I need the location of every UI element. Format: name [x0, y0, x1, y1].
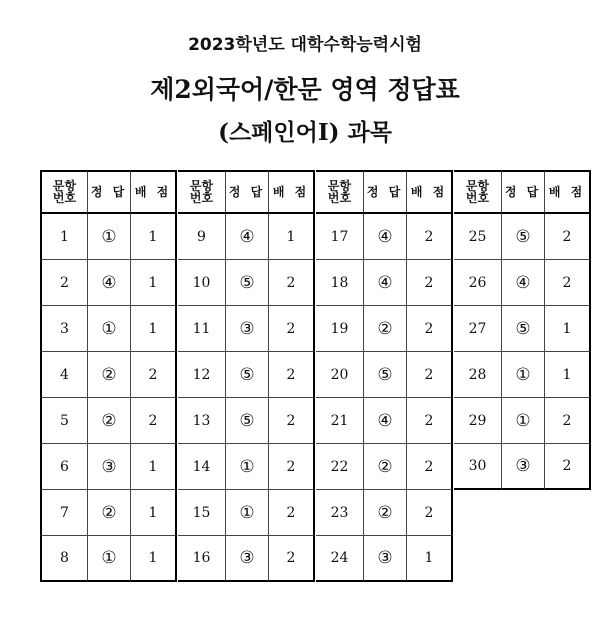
answer: ①: [226, 444, 269, 490]
header-question-number: [454, 170, 502, 214]
question-number: 14: [178, 444, 226, 490]
answer: ③: [364, 536, 407, 582]
question-number: 23: [316, 490, 364, 536]
header-answer: 정 답: [502, 170, 545, 214]
score: 1: [269, 214, 315, 260]
question-number: 15: [178, 490, 226, 536]
question-number: 3: [40, 306, 88, 352]
score: 2: [407, 490, 453, 536]
score: 2: [407, 444, 453, 490]
question-number: 30: [454, 444, 502, 490]
answer: ⑤: [226, 260, 269, 306]
score: 2: [407, 352, 453, 398]
header-answer: 정 답: [88, 170, 131, 214]
score: 2: [545, 398, 591, 444]
score: 2: [545, 260, 591, 306]
question-number: 24: [316, 536, 364, 582]
answer: ③: [502, 444, 545, 490]
header-label: 문항: [189, 179, 214, 193]
header-question-number: [316, 170, 364, 214]
question-number: 2: [40, 260, 88, 306]
answer: ②: [364, 490, 407, 536]
answer: ④: [502, 260, 545, 306]
question-number: 7: [40, 490, 88, 536]
answer: ⑤: [226, 398, 269, 444]
answer: ②: [364, 444, 407, 490]
question-number: 8: [40, 536, 88, 582]
score: 1: [131, 306, 177, 352]
score: 2: [269, 490, 315, 536]
question-number: 4: [40, 352, 88, 398]
answer: ①: [502, 352, 545, 398]
question-number: 26: [454, 260, 502, 306]
header-label: 번호: [52, 191, 77, 205]
question-number: 19: [316, 306, 364, 352]
score: 2: [269, 536, 315, 582]
exam-title: 2023학년도 대학수학능력시험: [188, 35, 422, 55]
header-label: 문항: [465, 179, 490, 193]
question-number: 10: [178, 260, 226, 306]
answer: ②: [88, 398, 131, 444]
answer: ④: [364, 398, 407, 444]
header-label: 번호: [465, 191, 490, 205]
question-number: 27: [454, 306, 502, 352]
score: 1: [545, 352, 591, 398]
answer: ④: [364, 260, 407, 306]
answer: ②: [364, 306, 407, 352]
score: 2: [131, 398, 177, 444]
answer: ⑤: [226, 352, 269, 398]
score: 2: [269, 306, 315, 352]
answer: ①: [226, 490, 269, 536]
answer: ⑤: [502, 214, 545, 260]
answer: ④: [364, 214, 407, 260]
question-number: 22: [316, 444, 364, 490]
score: 1: [407, 536, 453, 582]
answer: ①: [88, 306, 131, 352]
header-label: 문항: [327, 179, 352, 193]
header-answer: 정 답: [226, 170, 269, 214]
answer: ①: [88, 214, 131, 260]
score: 2: [545, 444, 591, 490]
answer: ③: [88, 444, 131, 490]
score: 2: [269, 444, 315, 490]
header-score: 배 점: [269, 170, 315, 214]
header-label: 문항: [52, 179, 77, 193]
answer: ①: [88, 536, 131, 582]
question-number: 18: [316, 260, 364, 306]
score: 1: [131, 214, 177, 260]
question-number: 20: [316, 352, 364, 398]
score: 1: [131, 444, 177, 490]
answer: ④: [88, 260, 131, 306]
header-label: 번호: [189, 191, 214, 205]
answer: ③: [226, 536, 269, 582]
score: 1: [131, 536, 177, 582]
answer: ②: [88, 490, 131, 536]
score: 2: [545, 214, 591, 260]
answer: ②: [88, 352, 131, 398]
question-number: 13: [178, 398, 226, 444]
question-number: 16: [178, 536, 226, 582]
header-score: 배 점: [407, 170, 453, 214]
score: 2: [407, 260, 453, 306]
header-score: 배 점: [545, 170, 591, 214]
answer: ⑤: [364, 352, 407, 398]
score: 2: [269, 260, 315, 306]
header-answer: 정 답: [364, 170, 407, 214]
header-score: 배 점: [131, 170, 177, 214]
score: 2: [131, 352, 177, 398]
header-question-number: [178, 170, 226, 214]
question-number: 29: [454, 398, 502, 444]
header-question-number: [40, 170, 88, 214]
score: 2: [407, 214, 453, 260]
question-number: 9: [178, 214, 226, 260]
question-number: 17: [316, 214, 364, 260]
question-number: 21: [316, 398, 364, 444]
score: 2: [269, 352, 315, 398]
score: 2: [407, 306, 453, 352]
question-number: 6: [40, 444, 88, 490]
question-number: 1: [40, 214, 88, 260]
answer: ①: [502, 398, 545, 444]
score: 1: [131, 490, 177, 536]
score: 2: [407, 398, 453, 444]
question-number: 12: [178, 352, 226, 398]
answer: ④: [226, 214, 269, 260]
header-label: 번호: [327, 191, 352, 205]
subject-title: (스페인어Ⅰ) 과목: [218, 119, 392, 146]
question-number: 11: [178, 306, 226, 352]
score: 1: [545, 306, 591, 352]
score: 1: [131, 260, 177, 306]
question-number: 28: [454, 352, 502, 398]
answer-key-title: 제2외국어/한문 영역 정답표: [150, 75, 460, 104]
question-number: 25: [454, 214, 502, 260]
question-number: 5: [40, 398, 88, 444]
score: 2: [269, 398, 315, 444]
answer: ⑤: [502, 306, 545, 352]
answer: ③: [226, 306, 269, 352]
